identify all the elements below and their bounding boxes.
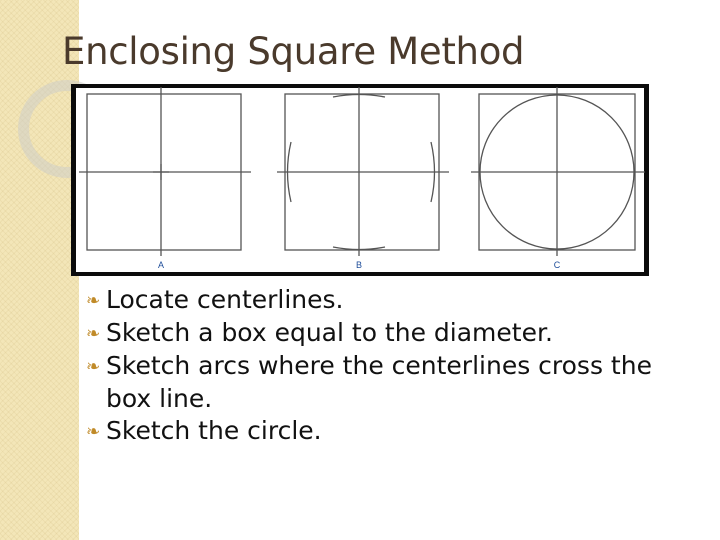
fleuron-bullet-icon: ❧ — [86, 357, 101, 377]
label-a: A — [157, 260, 165, 270]
bullet-text: Sketch arcs where the centerlines cross the box line. — [106, 351, 652, 413]
fleuron-bullet-icon: ❧ — [86, 422, 101, 442]
bullet-text: Sketch a box equal to the diameter. — [106, 318, 553, 347]
bullet-text: Sketch the circle. — [106, 416, 322, 445]
bullet-item — [86, 284, 686, 317]
bullet-list — [66, 284, 686, 448]
slide-title: Enclosing Square Method — [62, 30, 525, 73]
bullet-item — [86, 415, 686, 448]
bullet-item — [86, 350, 686, 415]
label-b: B — [355, 260, 363, 270]
fleuron-bullet-icon: ❧ — [86, 291, 101, 311]
bullet-text: Locate centerlines. — [106, 285, 344, 314]
circle-sketch-figure — [71, 84, 649, 276]
bullet-item — [86, 317, 686, 350]
figure-drawing — [71, 84, 649, 276]
fleuron-bullet-icon: ❧ — [86, 324, 101, 344]
label-c: C — [553, 260, 561, 270]
